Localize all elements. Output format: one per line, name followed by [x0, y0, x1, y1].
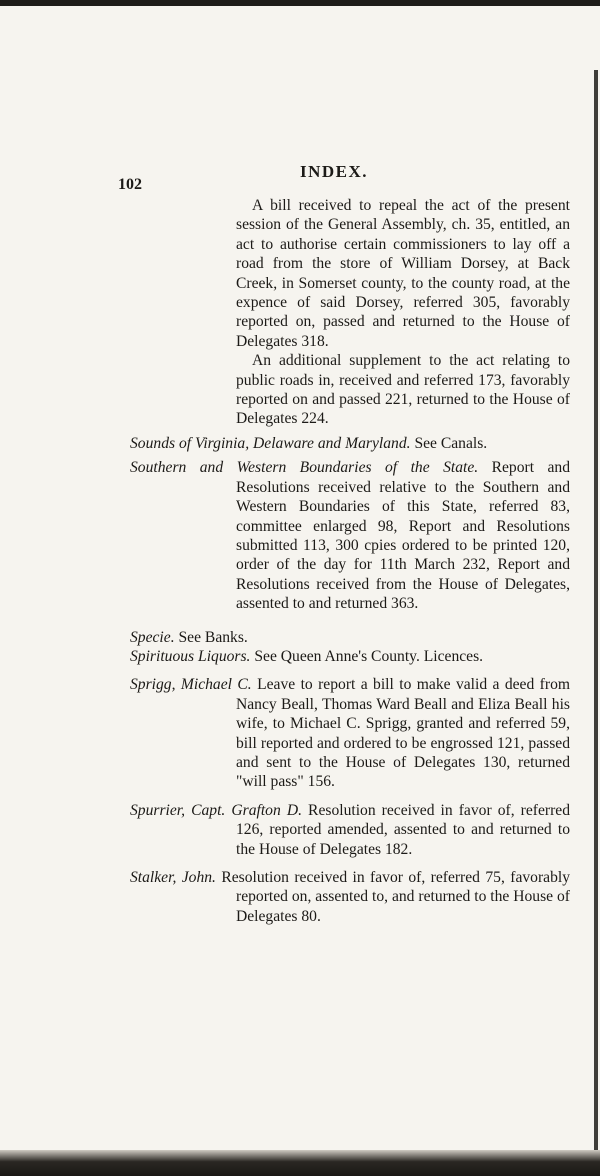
entry-text: See Banks.: [178, 628, 248, 646]
binding-edge: [594, 70, 598, 1150]
entry-text: Resolution received in favor of, referred 75, favorably reported on, assented to, and returned to the House of Delegates 80.: [221, 869, 570, 925]
index-entry: [128, 801, 570, 859]
entry-text: Report and Resolutions received relative to the Southern and Western Boundaries of this State, referred 83, committee enlarged 98, Report and Resolutions submitted 113, 300 cpies ordered to be printed 120, order of the day for 11th March 232, Report and Resolutions received from the House of Delegates, assented to and returned 363.: [236, 459, 570, 613]
entry-heading: Stalker, John.: [130, 869, 216, 886]
page-number: 102: [118, 176, 142, 193]
continuation-paragraph: An additional supplement to the act relating to public roads in, received and referred 173, favorably reported on and passed 221, returned to the House of Delegates 224.: [236, 352, 570, 428]
entry-text: Leave to report a bill to make valid a deed from Nancy Beall, Thomas Ward Beall and Eliza Beall his wife, to Michael C. Sprigg, granted and referred 59, bill reported and ordered to be engrossed 121, passed and sent to the House of Delegates 130, returned "will pass" 156.: [236, 676, 570, 791]
entry-text: Resolution received in favor of, referred 126, reported amended, assented to and returned to the House of Delegates 182.: [236, 801, 570, 858]
index-entry: [128, 434, 570, 453]
index-entry: [128, 647, 570, 666]
entry-heading: Sounds of Virginia, Delaware and Maryland.: [130, 434, 411, 452]
index-entries: [128, 196, 570, 926]
page-title: INDEX.: [300, 162, 369, 181]
bottom-edge-scan: [0, 1150, 600, 1176]
entry-heading: Specie.: [130, 628, 175, 646]
entry-text: See Canals.: [414, 434, 488, 452]
entry-heading: Spirituous Liquors.: [130, 647, 251, 665]
entry-heading: Sprigg, Michael C.: [130, 676, 252, 694]
entry-text: See Queen Anne's County. Licences.: [254, 647, 484, 665]
index-entry: [128, 868, 570, 926]
index-entry: [128, 675, 570, 791]
index-entry: [128, 458, 570, 613]
entry-heading: Spurrier, Capt. Grafton D.: [130, 801, 302, 819]
index-entry: [128, 628, 570, 647]
top-edge-rule: [0, 0, 600, 6]
entry-heading: Southern and Western Boundaries of the State.: [130, 459, 479, 477]
continuation-paragraph: A bill received to repeal the act of the present session of the General Assembly, ch. 35, entitled, an act to authorise certain commissioners to lay off a road from the store of William Dorsey, at Back Creek, in Somerset county, to the county road, at the expence of said Dorsey, referred 305, favorably reported on, passed and returned to the House of Delegates 318.: [236, 197, 570, 350]
